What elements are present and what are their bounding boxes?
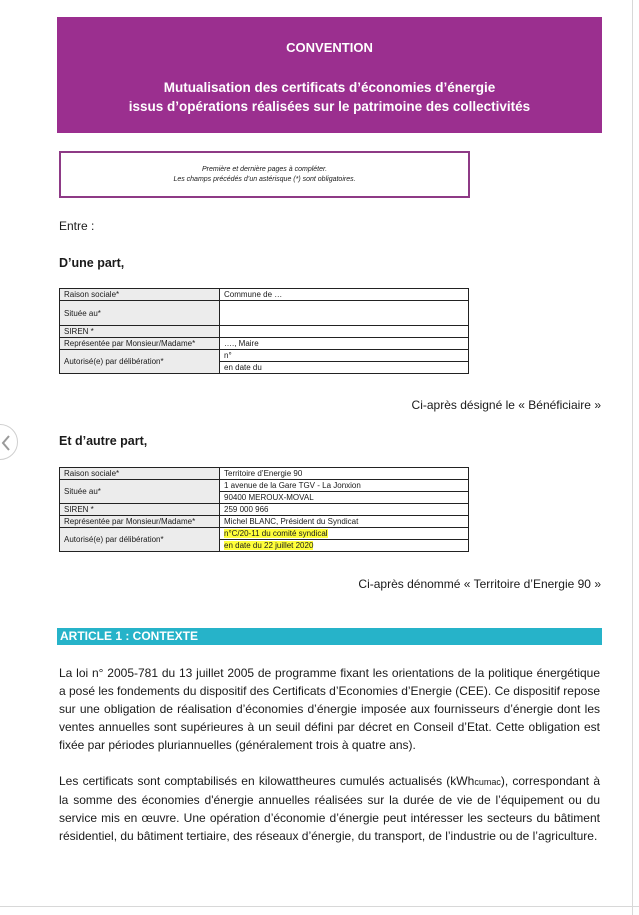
table-row <box>60 528 469 540</box>
deliberation-date-field[interactable]: en date du <box>220 362 469 374</box>
table-row <box>60 326 469 338</box>
table-row <box>60 338 469 350</box>
representant-label: Représentée par Monsieur/Madame* <box>60 516 220 528</box>
article-1-heading <box>57 628 602 645</box>
instructions-line-1: Première et dernière pages à compléter. <box>201 166 328 173</box>
entre-label: Entre : <box>59 219 95 233</box>
paragraph-2-end: ), correspondant à la somme des économies d'énergie annuelles réalisées sur la durée de vie de l’équipement ou du service mis en œuvre. Une opération d’économie d’énergie peut intéresser les secteurs du bâtiment résidentiel, du bâtiment tertiaire, des réseaux d’énergie, du transport, de l’industrie ou de l’agriculture. <box>59 774 601 843</box>
deliberation-date-value: en date du 22 juillet 2020 <box>224 541 314 550</box>
deliberation-number-field[interactable]: n° <box>220 350 469 362</box>
representant-value: Michel BLANC, Président du Syndicat <box>220 516 469 528</box>
situee-label: Située au* <box>60 480 220 504</box>
te90-designation: Ci-après dénommé « Territoire d’Energie 90 » <box>358 577 601 591</box>
situee-label: Située au* <box>60 301 220 326</box>
part1-heading: D’une part, <box>59 256 125 270</box>
page-edge <box>0 906 639 907</box>
instructions-box <box>59 151 470 198</box>
subtitle-line-1: Mutualisation des certificats d’économies d’énergie <box>163 80 496 95</box>
raison-sociale-label: Raison sociale* <box>60 468 220 480</box>
deliberation-number-cell <box>220 528 469 540</box>
table-row <box>60 289 469 301</box>
raison-sociale-label: Raison sociale* <box>60 289 220 301</box>
subtitle-line-2: issus d’opérations réalisées sur le patrimoine des collectivités <box>128 99 531 114</box>
table-row <box>60 350 469 362</box>
instructions-line-2: Les champs précédés d’un astérisque (*) sont obligatoires. <box>173 176 356 183</box>
table-row <box>60 301 469 326</box>
kwh-cumac-subscript: cumac <box>474 777 501 787</box>
siren-field[interactable] <box>220 326 469 338</box>
beneficiary-designation: Ci-après désigné le « Bénéficiaire » <box>411 398 601 412</box>
article-1-title: ARTICLE 1 : CONTEXTE <box>60 629 199 643</box>
document-title: CONVENTION <box>286 40 373 55</box>
deliberation-date-cell <box>220 540 469 552</box>
representant-field[interactable]: …., Maire <box>220 338 469 350</box>
deliberation-number-value: n°C/20-11 du comité syndical <box>224 529 328 538</box>
table-row <box>60 504 469 516</box>
te90-table <box>59 467 469 552</box>
situee-field[interactable] <box>220 301 469 326</box>
raison-sociale-value: Territoire d’Energie 90 <box>220 468 469 480</box>
siren-value: 259 000 966 <box>220 504 469 516</box>
document-subtitle <box>57 78 602 116</box>
deliberation-label: Autorisé(e) par délibération* <box>60 528 220 552</box>
table-row <box>60 468 469 480</box>
paragraph-2-start: Les certificats sont comptabilisés en kilowattheures cumulés actualisés (kWh <box>59 774 475 788</box>
page-edge <box>632 0 633 915</box>
article-1-paragraph-1: La loi n° 2005-781 du 13 juillet 2005 de programme fixant les orientations de la politique énergétique a posé les fondements du dispositif des Certificats d’Economies d’Energie (CEE). Ce dispositif repose sur une obligation de réalisation d’économies d’énergie imposée aux fournisseurs d’énergie dont les ventes annuelles sont supérieures à un seuil défini par décret en Conseil d’Etat. Cette obligation est fixée par périodes pluriannuelles (généralement trois à quatre ans). <box>59 666 600 752</box>
address-line-2: 90400 MEROUX-MOVAL <box>220 492 469 504</box>
raison-sociale-field[interactable]: Commune de … <box>220 289 469 301</box>
siren-label: SIREN * <box>60 504 220 516</box>
title-banner <box>57 17 602 133</box>
article-1-paragraph-2 <box>59 773 600 846</box>
siren-label: SIREN * <box>60 326 220 338</box>
address-line-1: 1 avenue de la Gare TGV - La Jonxion <box>220 480 469 492</box>
chevron-left-icon <box>1 435 11 451</box>
representant-label: Représentée par Monsieur/Madame* <box>60 338 220 350</box>
table-row <box>60 516 469 528</box>
part2-heading: Et d’autre part, <box>59 434 148 448</box>
table-row <box>60 480 469 492</box>
deliberation-label: Autorisé(e) par délibération* <box>60 350 220 374</box>
beneficiary-table <box>59 288 469 374</box>
